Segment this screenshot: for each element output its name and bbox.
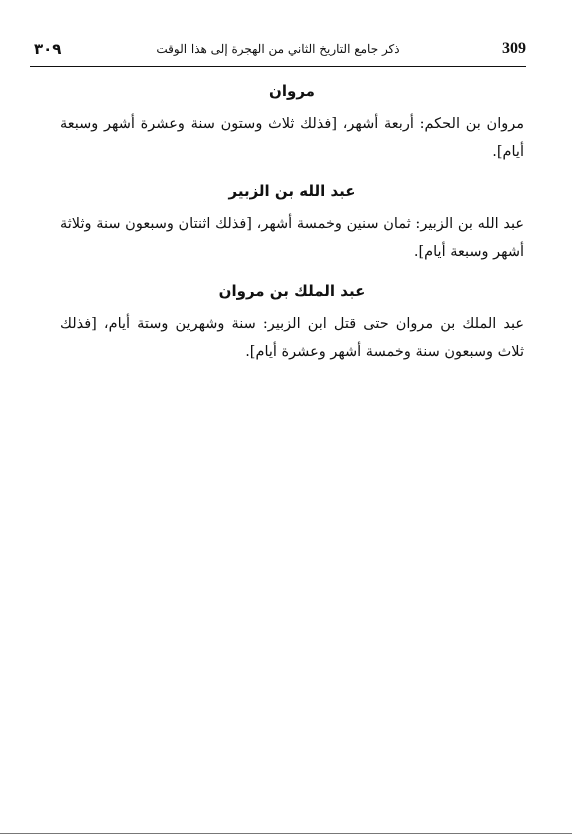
section-abdullah-ibn-zubayr	[60, 182, 524, 266]
section-body: عبد الله بن الزبير: ثمان سنين وخمسة أشهر، [فذلك اثنتان وسبعون سنة وثلاثة أشهر وسبعة أيام].	[60, 216, 524, 260]
section-body: مروان بن الحكم: أربعة أشهر، [فذلك ثلاث وستون سنة وعشرة أشهر وسبعة أيام].	[60, 116, 524, 160]
section-heading: مروان	[269, 82, 315, 100]
section-heading: عبد الله بن الزبير	[228, 182, 356, 200]
section-abd-al-malik	[60, 282, 524, 366]
section-body: عبد الملك بن مروان حتى قتل ابن الزبير: سنة وشهرين وستة أيام، [فذلك ثلاث وسبعون سنة وخمسة أشهر وعشرة أيام].	[60, 316, 524, 360]
section-marwan	[60, 82, 524, 166]
page-number-arabic: ٣٠٩	[34, 40, 62, 58]
page-number-latin: 309	[502, 40, 526, 57]
page-header	[30, 38, 526, 67]
page-content	[60, 82, 524, 382]
running-title: ذكر جامع التاريخ الثاني من الهجرة إلى هذا الوقت	[156, 42, 400, 56]
bottom-rule	[0, 833, 572, 834]
section-heading: عبد الملك بن مروان	[218, 282, 366, 300]
